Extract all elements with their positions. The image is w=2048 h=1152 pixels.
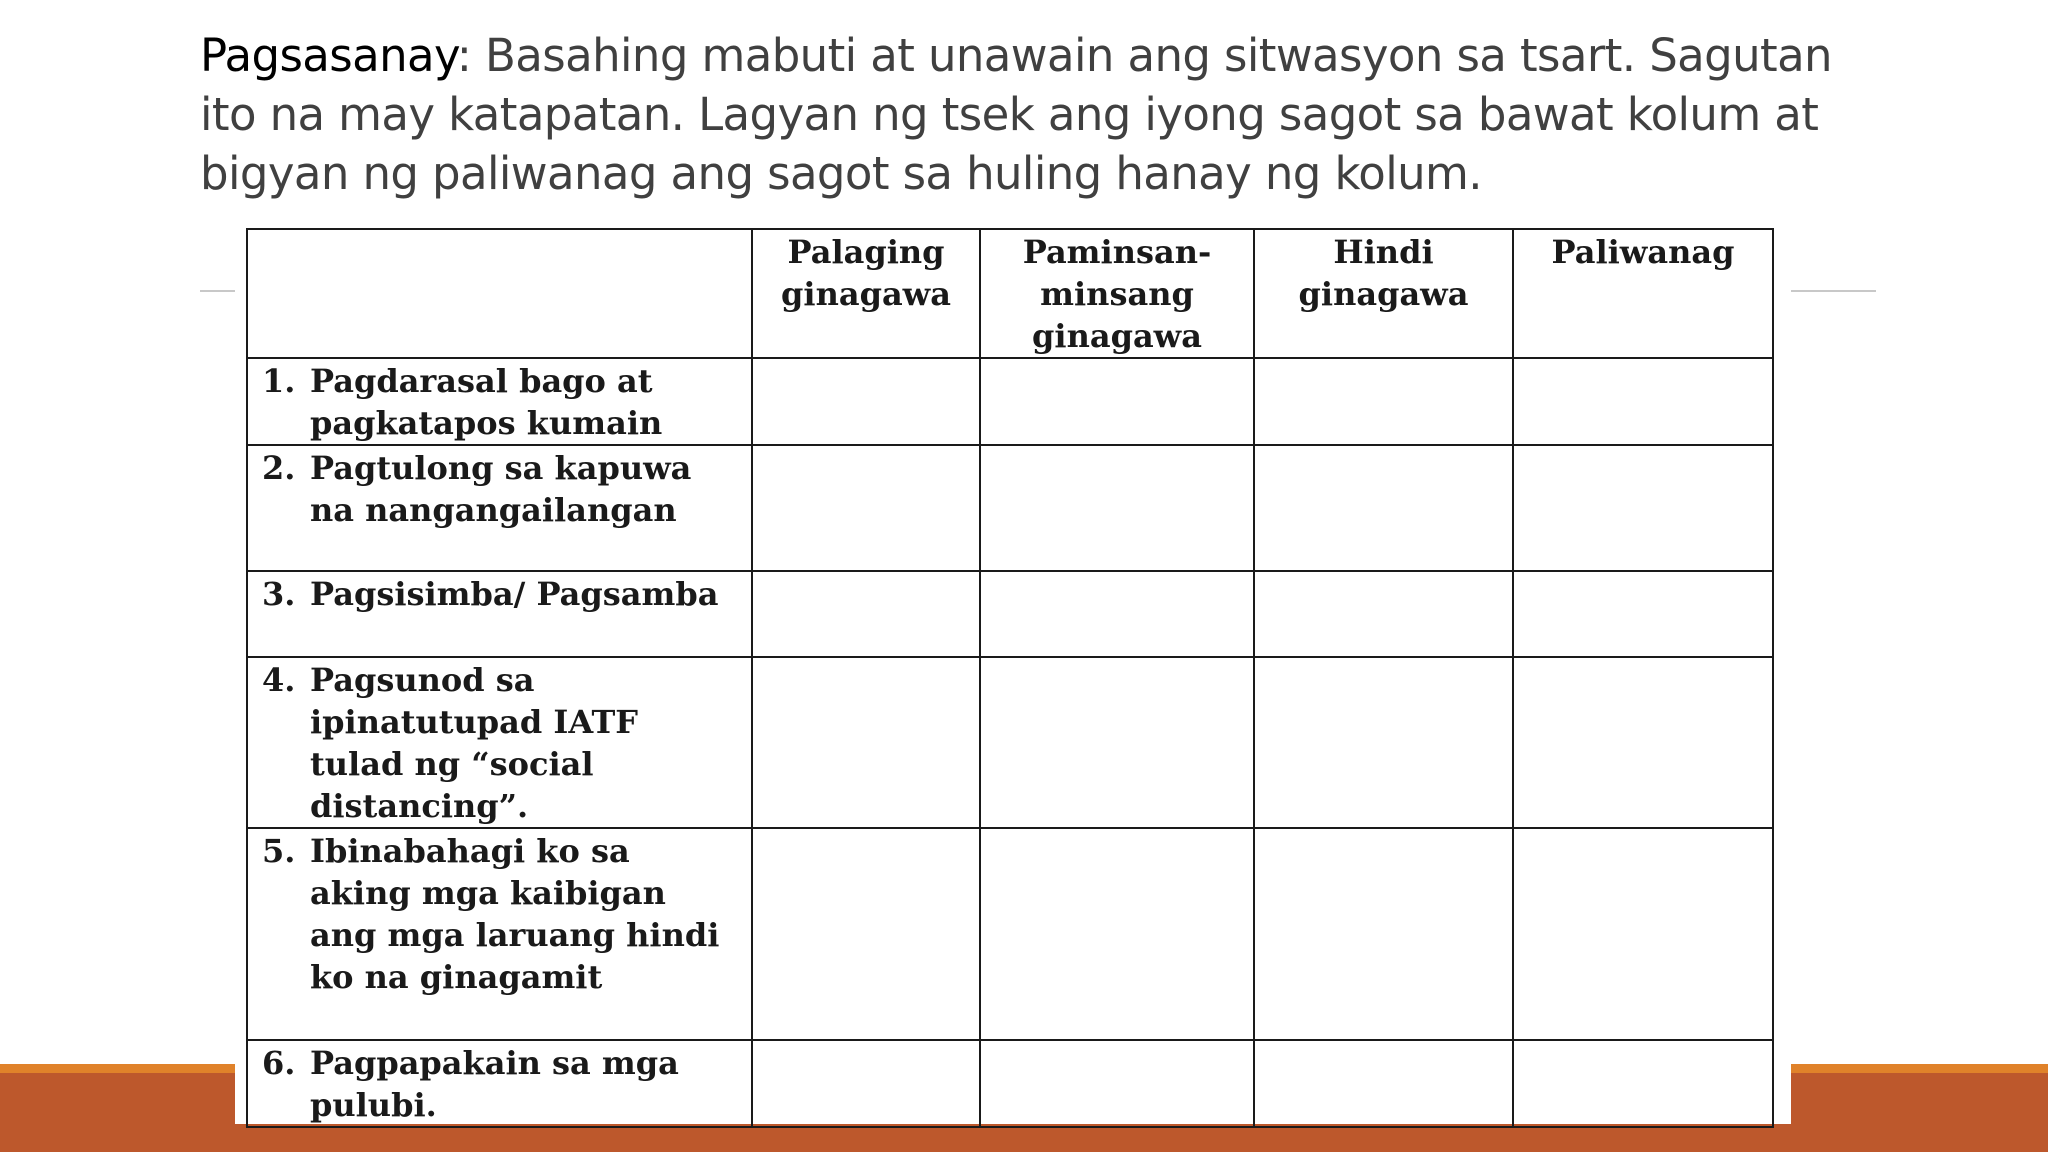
answer-cell-palaging[interactable] <box>752 657 980 828</box>
row-label <box>247 1040 752 1127</box>
accent-line-right <box>1790 290 1876 292</box>
row-label <box>247 657 752 828</box>
table-row <box>247 1040 1773 1127</box>
answer-cell-paliwanag[interactable] <box>1513 657 1773 828</box>
table-row <box>247 358 1773 445</box>
header-cell-hindi: Hindi ginagawa <box>1254 229 1513 358</box>
answer-cell-paliwanag[interactable] <box>1513 828 1773 1040</box>
row-number: 2. <box>262 449 296 487</box>
header-cell-paliwanag: Paliwanag <box>1513 229 1773 358</box>
table-row <box>247 657 1773 828</box>
row-text: Pagsisimba/ Pagsamba <box>310 575 719 613</box>
answer-cell-paminsan[interactable] <box>980 571 1254 657</box>
title-instructions: : Basahing mabuti at unawain ang sitwasyon sa tsart. Sagutan ito na may katapatan. Lagyan ng tsek ang iyong sagot sa bawat kolum at bigyan ng paliwanag ang sagot sa huling hanay ng kolum. <box>200 29 1832 200</box>
answer-cell-hindi[interactable] <box>1254 358 1513 445</box>
self-assessment-chart <box>246 228 1774 1128</box>
row-label <box>247 445 752 571</box>
answer-cell-paliwanag[interactable] <box>1513 445 1773 571</box>
answer-cell-hindi[interactable] <box>1254 657 1513 828</box>
accent-line-left <box>200 290 236 292</box>
slide-title <box>200 26 1860 203</box>
row-text: Pagsunod sa ipinatutupad IATF tulad ng “social distancing”. <box>310 661 638 825</box>
row-label <box>247 571 752 657</box>
answer-cell-paliwanag[interactable] <box>1513 1040 1773 1127</box>
table-row <box>247 571 1773 657</box>
row-text: Ibinabahagi ko sa aking mga kaibigan ang mga laruang hindi ko na ginagamit <box>310 832 720 996</box>
header-cell-palaging: Palaging ginagawa <box>752 229 980 358</box>
table-row <box>247 828 1773 1040</box>
answer-cell-paminsan[interactable] <box>980 445 1254 571</box>
answer-cell-paliwanag[interactable] <box>1513 571 1773 657</box>
answer-cell-palaging[interactable] <box>752 571 980 657</box>
answer-cell-hindi[interactable] <box>1254 828 1513 1040</box>
answer-cell-palaging[interactable] <box>752 445 980 571</box>
row-text: Pagtulong sa kapuwa na nangangailangan <box>310 449 692 529</box>
answer-cell-paminsan[interactable] <box>980 657 1254 828</box>
row-label <box>247 358 752 445</box>
title-lead: Pagsasanay <box>200 29 457 82</box>
answer-cell-palaging[interactable] <box>752 828 980 1040</box>
row-number: 1. <box>262 362 296 400</box>
answer-cell-palaging[interactable] <box>752 358 980 445</box>
row-label <box>247 828 752 1040</box>
answer-cell-palaging[interactable] <box>752 1040 980 1127</box>
header-cell-paminsan: Paminsan-minsang ginagawa <box>980 229 1254 358</box>
row-number: 5. <box>262 832 296 870</box>
table-row <box>247 445 1773 571</box>
row-number: 6. <box>262 1044 296 1082</box>
answer-cell-paliwanag[interactable] <box>1513 358 1773 445</box>
row-number: 4. <box>262 661 296 699</box>
answer-cell-paminsan[interactable] <box>980 358 1254 445</box>
answer-cell-paminsan[interactable] <box>980 828 1254 1040</box>
header-cell-blank <box>247 229 752 358</box>
answer-cell-hindi[interactable] <box>1254 571 1513 657</box>
header-row <box>247 229 1773 358</box>
row-number: 3. <box>262 575 296 613</box>
answer-cell-hindi[interactable] <box>1254 1040 1513 1127</box>
row-text: Pagdarasal bago at pagkatapos kumain <box>310 362 663 442</box>
answer-cell-paminsan[interactable] <box>980 1040 1254 1127</box>
row-text: Pagpapakain sa mga pulubi. <box>310 1044 679 1124</box>
answer-cell-hindi[interactable] <box>1254 445 1513 571</box>
